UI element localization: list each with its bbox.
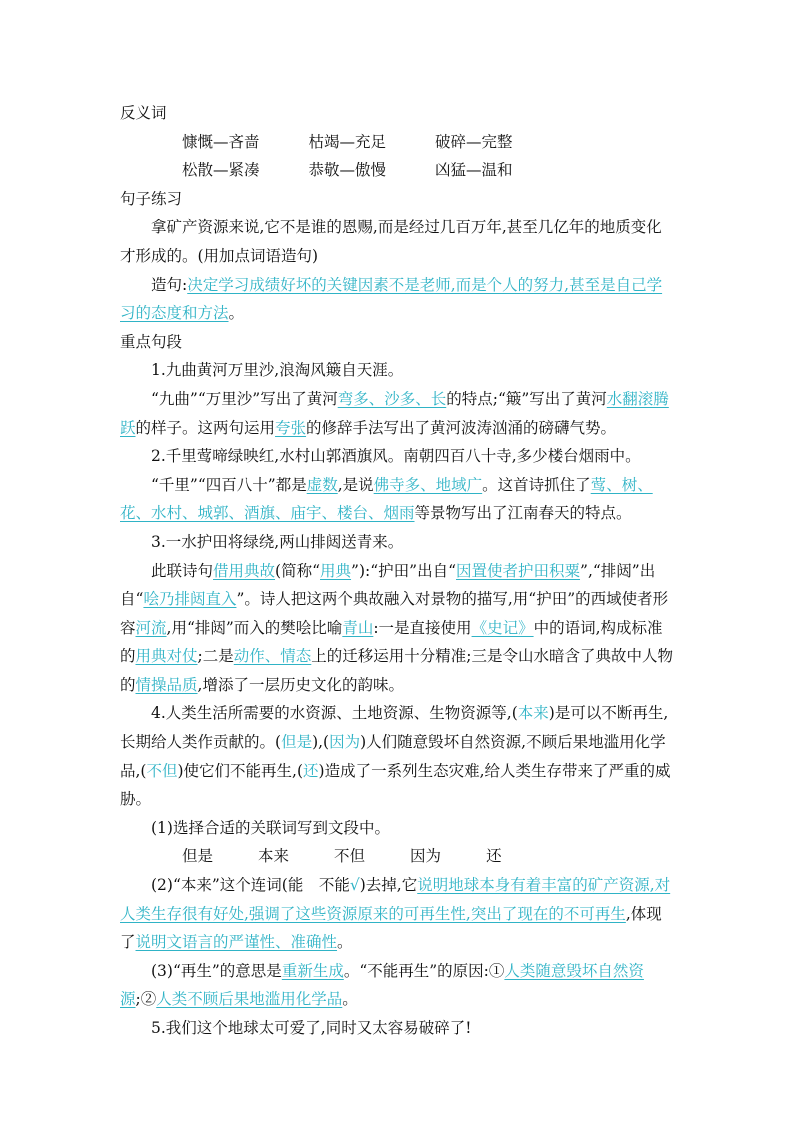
text: ,用“排闼”而入的樊哙比喻 <box>166 618 343 637</box>
text: 中的语词,构成标准的 <box>120 618 663 666</box>
answer-fill: 人类不顾后果地滥用化学品 <box>156 990 343 1009</box>
conjunction-options <box>120 842 675 871</box>
text: 上的迁移运用十分精准;三是令山水暗含了典故中人物的 <box>120 647 674 694</box>
text: 此联诗句 <box>151 561 214 580</box>
text: 的样子。这两句运用 <box>135 418 276 437</box>
text: ),( <box>312 733 330 752</box>
answer-fill: 人类随意毁坏自然资源 <box>120 961 644 1009</box>
question-3 <box>120 957 675 1014</box>
text: “千里”“四百八十”都是 <box>151 475 307 494</box>
conjunction-fill: 不但 <box>146 761 178 780</box>
text: 的特点;“簸”写出了黄河 <box>446 389 607 408</box>
text: 4.人类生活所需要的水资源、土地资源、生物资源等,( <box>151 704 518 723</box>
answer-fill: 水翻滚腾跃 <box>120 389 669 437</box>
text: 等景物写出了江南春天的特点。 <box>414 504 632 523</box>
answer-fill: 《史记》 <box>471 618 534 637</box>
conjunction-fill: 本来 <box>517 704 549 723</box>
antonym-row-2 <box>120 156 675 185</box>
answer-fill: 夸张 <box>275 418 307 437</box>
answer-fill: 情操品质 <box>135 675 198 694</box>
answer-fill: 河流 <box>135 618 167 637</box>
worksheet-content <box>120 99 675 1043</box>
answer-fill: 说明地球本身有着丰富的矿产资源,对人类生存很有好处,强调了这些资源原来的可再生性,突出了现在的不可再生 <box>120 876 671 923</box>
text: ”):“护田”出自“ <box>351 561 456 580</box>
question-2 <box>120 871 675 957</box>
conjunction-fill: 因为 <box>329 733 361 752</box>
text: ”,“排闼”出自“ <box>120 561 656 609</box>
antonym-pair: 松散—紧凑 <box>182 161 260 180</box>
text: 的修辞手法写出了黄河波涛汹涌的磅礴气势。 <box>306 418 617 437</box>
text: 。这首诗抓住了 <box>482 475 591 494</box>
answer-fill: 弯多、沙多、长 <box>337 389 447 408</box>
text: )是可以不断再生,长期给人类作贡献的。( <box>120 704 669 752</box>
passage-3-line: 3.一水护田将绿绕,两山排闼送青来。 <box>151 532 404 551</box>
question-1: (1)选择合适的关联词写到文段中。 <box>151 818 390 837</box>
passage-2-analysis <box>120 471 675 528</box>
text: )去掉,它 <box>359 876 418 895</box>
passage-3-analysis <box>120 557 675 700</box>
option-word: 本来 <box>258 847 290 866</box>
answer-fill: 借用典故 <box>213 561 276 580</box>
text: ,增添了一层历史文化的韵味。 <box>197 675 404 694</box>
text: ,体现了 <box>120 904 662 952</box>
text: ,是说 <box>337 475 374 494</box>
antonym-row-1 <box>120 128 675 157</box>
option-word: 但是 <box>182 847 214 866</box>
option-word: 还 <box>486 847 502 866</box>
antonyms-heading: 反义词 <box>120 104 167 122</box>
sentence-prompt: 拿矿产资源来说,它不是谁的恩赐,而是经过几百万年,甚至几亿年的地质变化才形成的。(用加点词语造句) <box>120 218 662 265</box>
option-word: 因为 <box>410 847 442 866</box>
text: )人们随意毁坏自然资源,不顾后果地滥用化学品,( <box>120 733 666 780</box>
passage-4-text <box>120 699 675 813</box>
text: (3)“再生”的意思是 <box>151 961 282 980</box>
text: :一是直接使用 <box>373 618 472 637</box>
answer-fill: 青山 <box>342 618 374 637</box>
option-word: 不但 <box>334 847 366 866</box>
text: 。 <box>342 990 358 1009</box>
answer-fill: 说明文语言的严谨性、准确性 <box>135 933 338 952</box>
answer-label: 造句: <box>151 275 188 294</box>
antonym-pair: 枯竭—充足 <box>308 132 387 151</box>
answer-fill: 动作、情态 <box>233 647 312 666</box>
answer-fill: 用典对仗 <box>135 647 198 666</box>
text: ;二是 <box>197 647 234 666</box>
passage-5-line: 5.我们这个地球太可爱了,同时又太容易破碎了! <box>151 1019 472 1037</box>
text: 。“不能再生”的原因:① <box>343 961 505 980</box>
answer-fill: 佛寺多、地域广 <box>373 475 483 494</box>
sentence-answer <box>120 271 675 328</box>
answer-fill: 重新生成 <box>281 961 344 980</box>
answer-fill: 莺、树、花、水村、城郭、酒旗、庙宇、楼台、烟雨 <box>120 475 653 523</box>
answer-fill: 虚数 <box>306 475 338 494</box>
conjunction-fill: 但是 <box>281 733 313 752</box>
check-mark-icon: √ <box>349 876 360 895</box>
answer-end: 。 <box>228 304 245 323</box>
text: 。 <box>337 933 353 952</box>
passage-2-line: 2.千里莺啼绿映红,水村山郭酒旗风。南朝四百八十寺,多少楼台烟雨中。 <box>151 447 641 466</box>
key-passages-heading: 重点句段 <box>120 332 183 351</box>
answer-fill: 用典 <box>320 561 352 580</box>
answer-fill: 哙乃排闼直入 <box>143 590 237 609</box>
answer-fill: 决定学习成绩好坏的关键因素不是老师,而是个人的努力,甚至是自己学习的态度和方法 <box>120 275 663 323</box>
passage-1-analysis <box>120 385 675 442</box>
text: (简称“ <box>275 561 321 580</box>
text: (2)“本来”这个连词(能 不能 <box>151 876 350 895</box>
antonym-pair: 恭敬—傲慢 <box>308 161 387 180</box>
text: ;② <box>135 990 157 1009</box>
antonym-pair: 破碎—完整 <box>435 132 513 151</box>
answer-fill: 因置使者护田积粟 <box>456 561 581 580</box>
antonym-pair: 慷慨—吝啬 <box>182 132 260 151</box>
sentence-practice-heading: 句子练习 <box>120 189 183 208</box>
antonym-pair: 凶猛—温和 <box>435 161 513 180</box>
text: ”。诗人把这两个典故融入对景物的描写,用“护田”的西域使者形容 <box>120 590 669 637</box>
text: “九曲”“万里沙”写出了黄河 <box>151 389 338 408</box>
text: )使它们不能再生,( <box>177 761 304 780</box>
conjunction-fill: 还 <box>303 761 319 780</box>
text: )造成了一系列生态灾难,给人类生存带来了严重的威胁。 <box>120 761 671 809</box>
passage-1-line: 1.九曲黄河万里沙,浪淘风簸自天涯。 <box>151 361 404 380</box>
